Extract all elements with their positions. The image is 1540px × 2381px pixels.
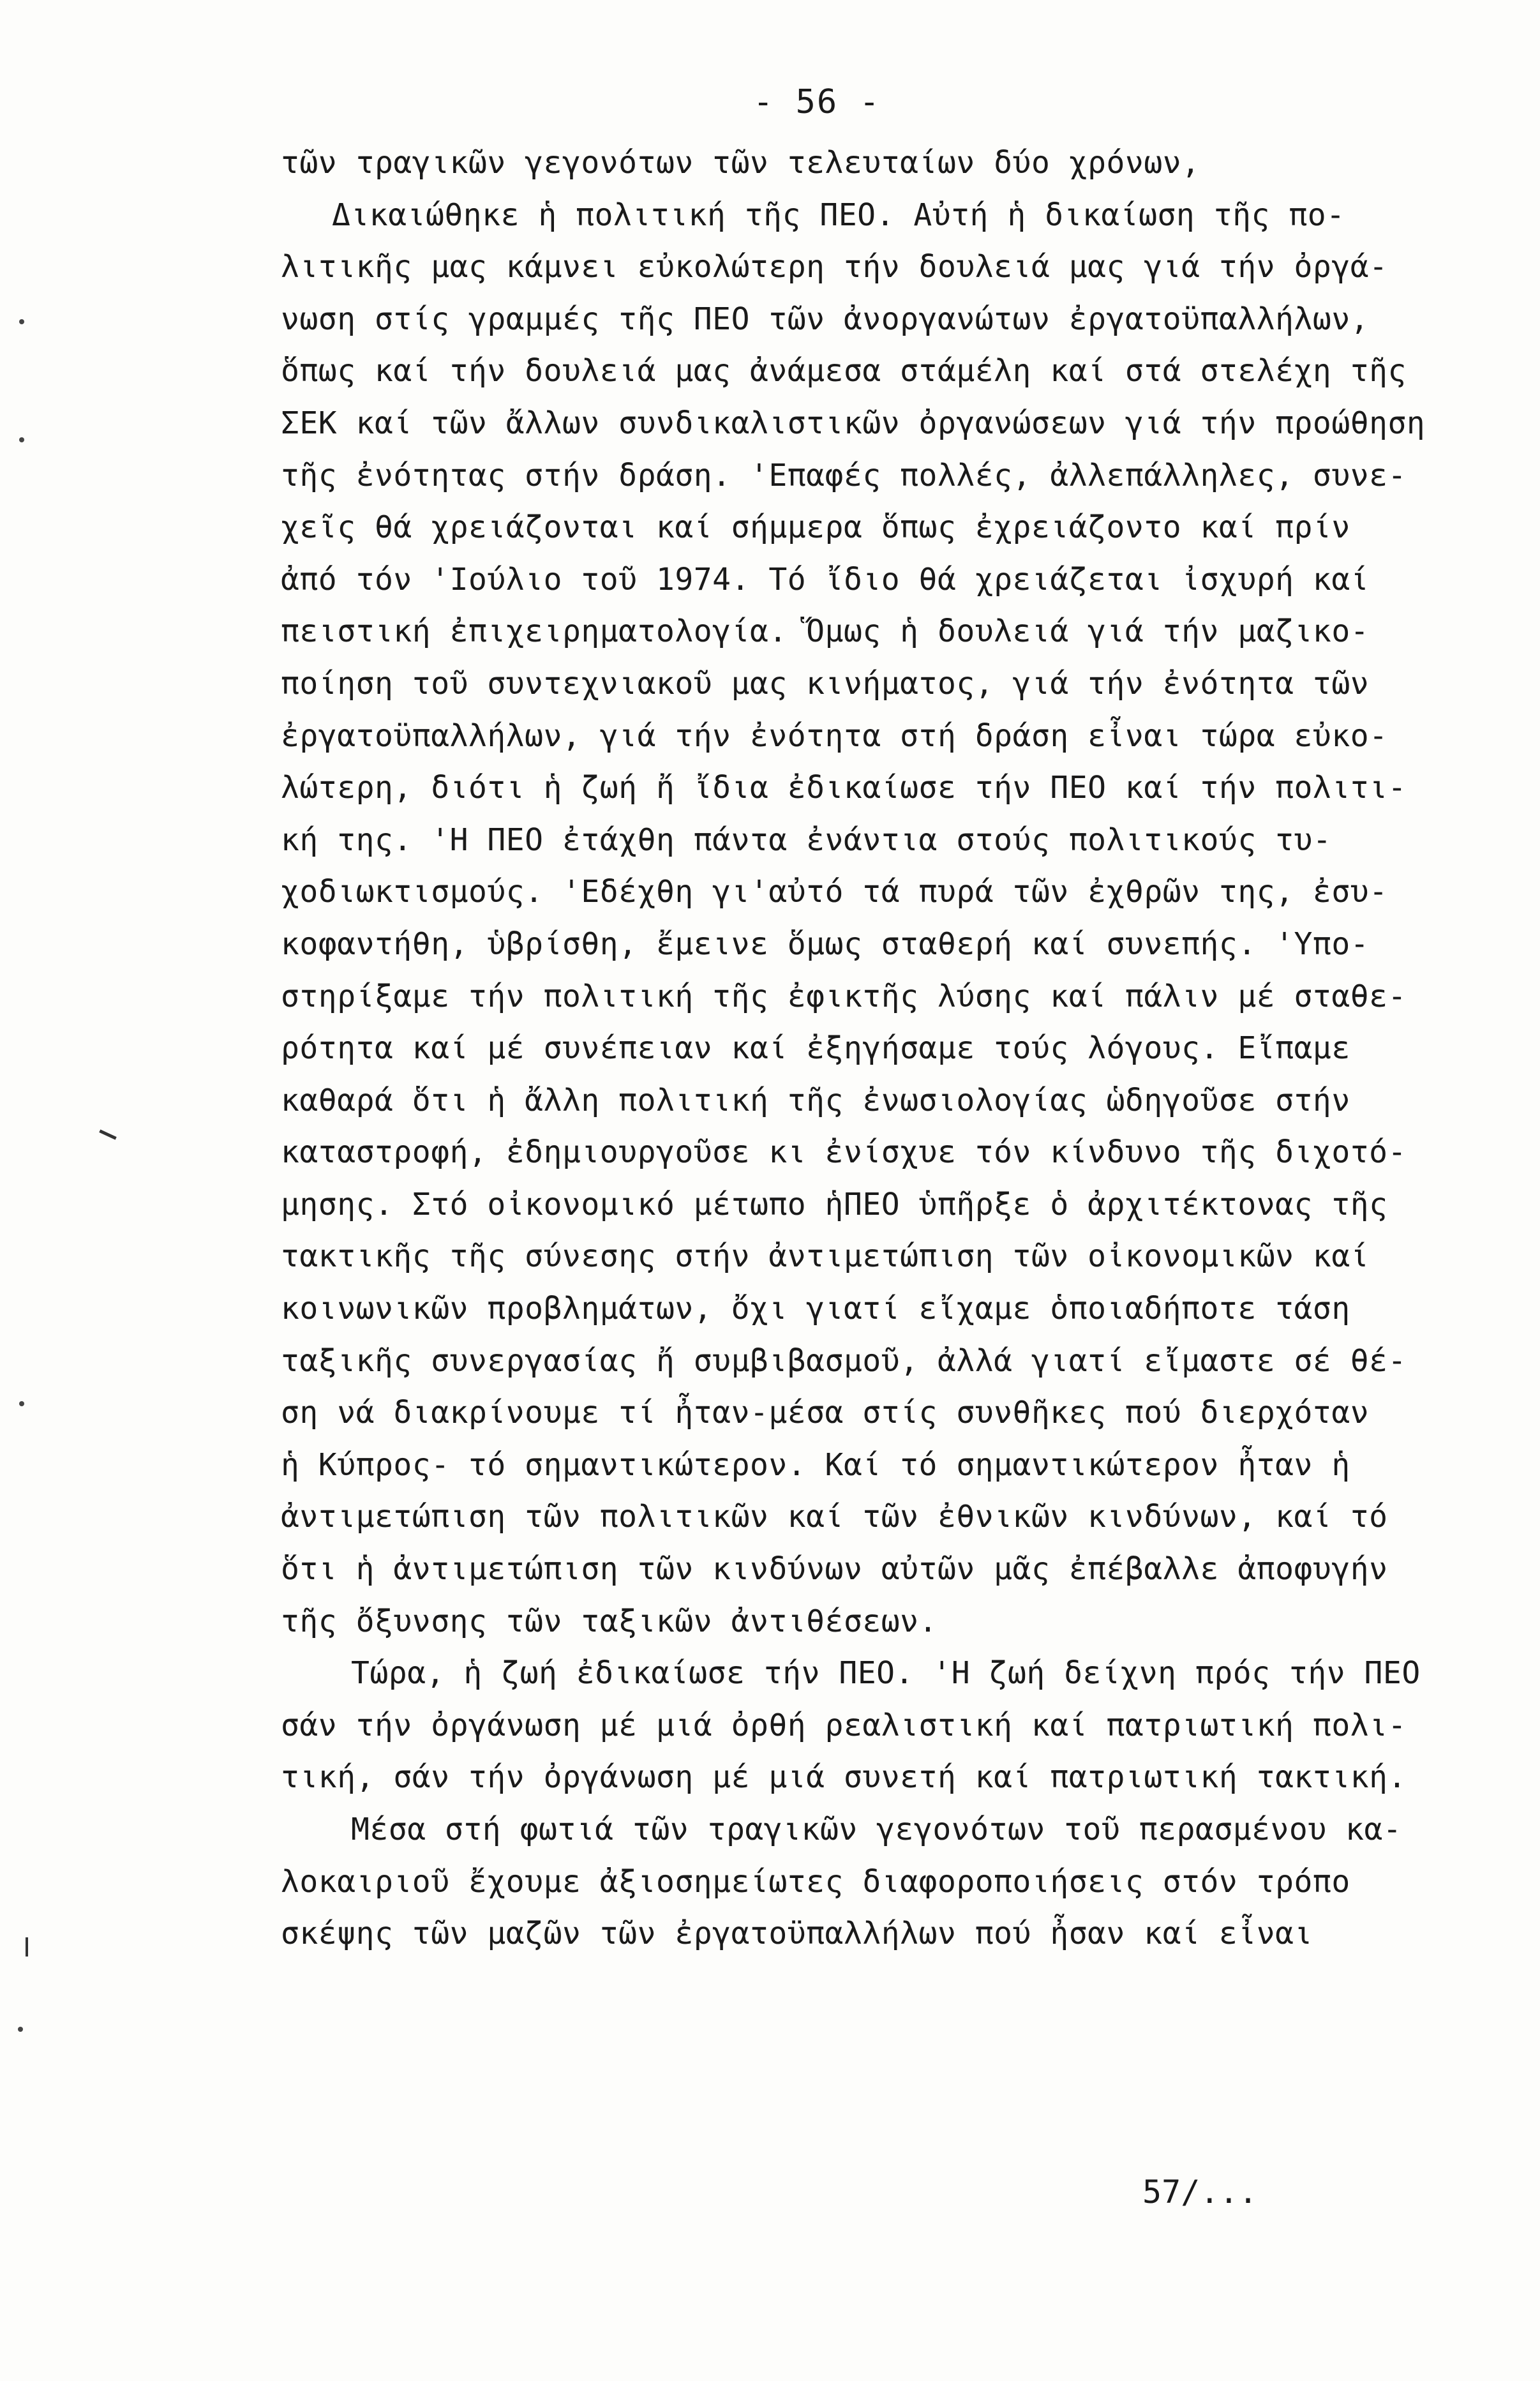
- text-line: τακτικῆς τῆς σύνεσης στήν ἀντιμετώπιση τῶν οἰκονομικῶν καί: [281, 1238, 1370, 1275]
- text-line: κοινωνικῶν προβλημάτων, ὄχι γιατί εἴχαμε ὁποιαδήποτε τάση: [281, 1291, 1350, 1327]
- text-line: τική, σάν τήν ὀργάνωση μέ μιά συνετή καί πατριωτική τακτική.: [281, 1759, 1407, 1796]
- text-line: πειστική ἐπιχειρηματολογία. Ὅμως ἡ δουλειά γιά τήν μαζικο-: [281, 613, 1370, 650]
- scan-speck: [19, 1401, 24, 1406]
- text-line: λιτικῆς μας κάμνει εὐκολώτερη τήν δουλειά μας γιά τήν ὀργά-: [281, 249, 1388, 285]
- text-line: ὅπως καί τήν δουλειά μας ἀνάμεσα στάμέλη καί στά στελέχη τῆς: [281, 353, 1407, 389]
- text-line: Μέσα στή φωτιά τῶν τραγικῶν γεγονότων τοῦ περασμένου κα-: [351, 1812, 1402, 1847]
- text-line: νωση στίς γραμμές τῆς ΠΕΟ τῶν ἀνοργανώτων ἐργατοϋπαλλήλων,: [281, 301, 1370, 337]
- body-text: [281, 137, 1493, 1960]
- text-line: τῆς ὄξυνσης τῶν ταξικῶν ἀντιθέσεων.: [281, 1603, 938, 1639]
- scan-speck: [19, 437, 24, 442]
- text-line: χοδιωκτισμούς. 'Εδέχθη γι'αὐτό τά πυρά τῶν ἐχθρῶν της, ἐσυ-: [281, 874, 1388, 910]
- scan-mark: [26, 1937, 28, 1957]
- text-line: ἐργατοϋπαλλήλων, γιά τήν ἐνότητα στή δράση εἶναι τώρα εὐκο-: [281, 717, 1388, 754]
- text-line: τῆς ἐνότητας στήν δράση. 'Επαφές πολλές, ἀλλεπάλληλες, συνε-: [281, 457, 1407, 493]
- text-line: ρότητα καί μέ συνέπειαν καί ἐξηγήσαμε τούς λόγους. Εἴπαμε: [281, 1030, 1350, 1067]
- text-line: ΣΕΚ καί τῶν ἄλλων συνδικαλιστικῶν ὀργανώσεων γιά τήν προώθηση: [281, 405, 1426, 441]
- text-line: σάν τήν ὀργάνωση μέ μιά ὀρθή ρεαλιστική καί πατριωτική πολι-: [281, 1707, 1407, 1743]
- text-line: σκέψης τῶν μαζῶν τῶν ἐργατοϋπαλλήλων πού ἦσαν καί εἶναι: [281, 1916, 1313, 1952]
- text-line: ἡ Κύπρος- τό σημαντικώτερον. Καί τό σημαντικώτερον ἦταν ἡ: [281, 1446, 1350, 1483]
- text-line: Τώρα, ἡ ζωή ἐδικαίωσε τήν ΠΕΟ. 'Η ζωή δείχνη πρός τήν ΠΕΟ: [351, 1655, 1421, 1692]
- text-line: χεῖς θά χρειάζονται καί σήμμερα ὅπως ἐχρειάζοντο καί πρίν: [281, 509, 1350, 546]
- page-number: - 56 -: [753, 83, 881, 121]
- text-line: καταστροφή, ἐδημιουργοῦσε κι ἐνίσχυε τόν κίνδυνο τῆς διχοτό-: [281, 1134, 1407, 1171]
- text-line: ἀντιμετώπιση τῶν πολιτικῶν καί τῶν ἐθνικῶν κινδύνων, καί τό: [281, 1499, 1388, 1535]
- text-line: τῶν τραγικῶν γεγονότων τῶν τελευταίων δύο χρόνων,: [281, 145, 1200, 181]
- text-line: ση νά διακρίνουμε τί ἦταν-μέσα στίς συνθῆκες πού διερχόταν: [281, 1395, 1370, 1431]
- text-line: κοφαντήθη, ὑβρίσθη, ἔμεινε ὅμως σταθερή καί συνεπής. 'Υπο-: [281, 926, 1370, 962]
- text-line: λώτερη, διότι ἡ ζωή ἤ ἴδια ἐδικαίωσε τήν ΠΕΟ καί τήν πολιτι-: [281, 770, 1407, 806]
- scan-speck: [18, 2027, 23, 2032]
- text-line: ποίηση τοῦ συντεχνιακοῦ μας κινήματος, γιά τήν ἐνότητα τῶν: [281, 665, 1370, 702]
- text-line: καθαρά ὅτι ἡ ἄλλη πολιτική τῆς ἐνωσιολογίας ὡδηγοῦσε στήν: [281, 1082, 1350, 1118]
- text-line: ὅτι ἡ ἀντιμετώπιση τῶν κινδύνων αὐτῶν μᾶς ἐπέβαλλε ἀποφυγήν: [281, 1551, 1388, 1588]
- scan-mark: [99, 1129, 116, 1139]
- text-line: στηρίξαμε τήν πολιτική τῆς ἐφικτῆς λύσης καί πάλιν μέ σταθε-: [281, 978, 1407, 1014]
- text-line: κή της. 'Η ΠΕΟ ἐτάχθη πάντα ἐνάντια στούς πολιτικούς τυ-: [281, 822, 1332, 858]
- text-line: ταξικῆς συνεργασίας ἤ συμβιβασμοῦ, ἀλλά γιατί εἴμαστε σέ θέ-: [281, 1342, 1407, 1379]
- scan-speck: [19, 319, 24, 324]
- text-line: ἀπό τόν 'Ιούλιο τοῦ 1974. Τό ἴδιο θά χρειάζεται ἰσχυρή καί: [281, 561, 1370, 597]
- text-line: μησης. Στό οἰκονομικό μέτωπο ἡΠΕΟ ὑπῆρξε ὁ ἀρχιτέκτονας τῆς: [281, 1186, 1388, 1222]
- text-line: Δικαιώθηκε ἡ πολιτική τῆς ΠΕΟ. Αὐτή ἡ δικαίωση τῆς πο-: [332, 197, 1345, 233]
- text-line: λοκαιριοῦ ἔχουμε ἀξιοσημείωτες διαφοροποιήσεις στόν τρόπο: [281, 1863, 1350, 1900]
- continuation-marker: 57/...: [1142, 2174, 1258, 2211]
